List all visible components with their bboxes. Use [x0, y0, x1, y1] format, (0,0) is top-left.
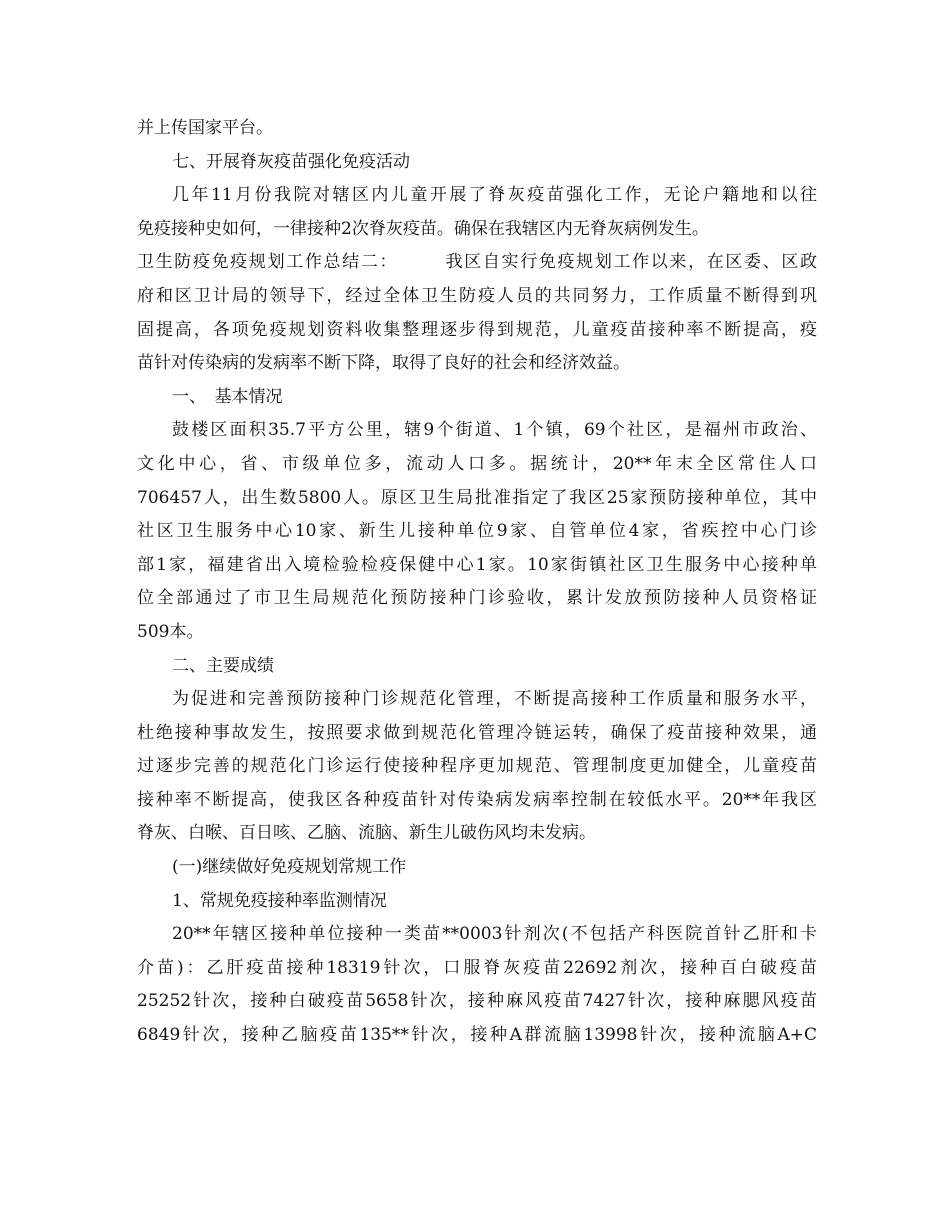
text-line: 杜绝接种事故发生，按照要求做到规范化管理冷链运转，确保了疫苗接种效果，通 [137, 722, 817, 743]
text-line: 府和区卫计局的领导下，经过全体卫生防疫人员的共同努力，工作质量不断得到巩 [137, 285, 817, 306]
text-line: 脊灰、白喉、百日咳、乙脑、流脑、新生儿破伤风均未发病。 [137, 823, 596, 844]
text-line: 固提高，各项免疫规划资料收集整理逐步得到规范，儿童疫苗接种率不断提高，疫 [137, 319, 817, 340]
text-line: 为促进和完善预防接种门诊规范化管理，不断提高接种工作质量和服务水平， [172, 689, 817, 710]
text-line: 509本。 [137, 621, 204, 642]
text-line: 706457人，出生数5800人。原区卫生局批准指定了我区25家预防接种单位，其中 [137, 487, 817, 508]
section-heading: 二、主要成绩 [172, 655, 274, 676]
text-line: 文化中心，省、市级单位多，流动人口多。据统计，20**年末全区常住人口 [137, 453, 817, 474]
text-line: 介苗)：乙肝疫苗接种18319针次，口服脊灰疫苗22692剂次，接种百白破疫苗 [137, 957, 817, 978]
text-line: 卫生防疫免疫规划工作总结二： 我区自实行免疫规划工作以来，在区委、区政 [137, 252, 817, 273]
text-line: 25252针次，接种白破疫苗5658针次，接种麻风疫苗7427针次，接种麻腮风疫苗 [137, 991, 817, 1012]
text-line: 6849针次，接种乙脑疫苗135**针次，接种A群流脑13998针次，接种流脑A+C [137, 1025, 817, 1046]
text-line: 位全部通过了市卫生局规范化预防接种门诊验收，累计发放预防接种人员资格证 [137, 588, 817, 609]
section-heading: 七、开展脊灰疫苗强化免疫活动 [172, 151, 410, 172]
text-line: 免疫接种史如何，一律接种2次脊灰疫苗。确保在我辖区内无脊灰病例发生。 [137, 218, 709, 239]
text-line: 并上传国家平台。 [137, 118, 273, 138]
text-line: 几年11月份我院对辖区内儿童开展了脊灰疫苗强化工作，无论户籍地和以往 [172, 185, 817, 206]
text-line: 20**年辖区接种单位接种一类苗**0003针剂次(不包括产科医院首针乙肝和卡 [172, 924, 817, 945]
section-heading: 一、 基本情况 [172, 386, 283, 407]
text-line: 部1家，福建省出入境检验检疫保健中心1家。10家街镇社区卫生服务中心接种单 [137, 554, 817, 575]
subsection-heading: (一)继续做好免疫规划常规工作 [172, 857, 407, 878]
subsection-heading: 1、常规免疫接种率监测情况 [172, 890, 387, 911]
text-line: 鼓楼区面积35.7平方公里，辖9个街道、1个镇，69个社区，是福州市政治、 [172, 420, 817, 441]
text-line: 社区卫生服务中心10家、新生儿接种单位9家、自管单位4家，省疾控中心门诊 [137, 521, 817, 542]
text-line: 过逐步完善的规范化门诊运行使接种程序更加规范、管理制度更加健全，儿童疫苗 [137, 756, 817, 777]
text-line: 苗针对传染病的发病率不断下降，取得了良好的社会和经济效益。 [137, 353, 630, 374]
text-line: 接种率不断提高，使我区各种疫苗针对传染病发病率控制在较低水平。20**年我区 [137, 789, 817, 810]
document-body [137, 112, 817, 1053]
